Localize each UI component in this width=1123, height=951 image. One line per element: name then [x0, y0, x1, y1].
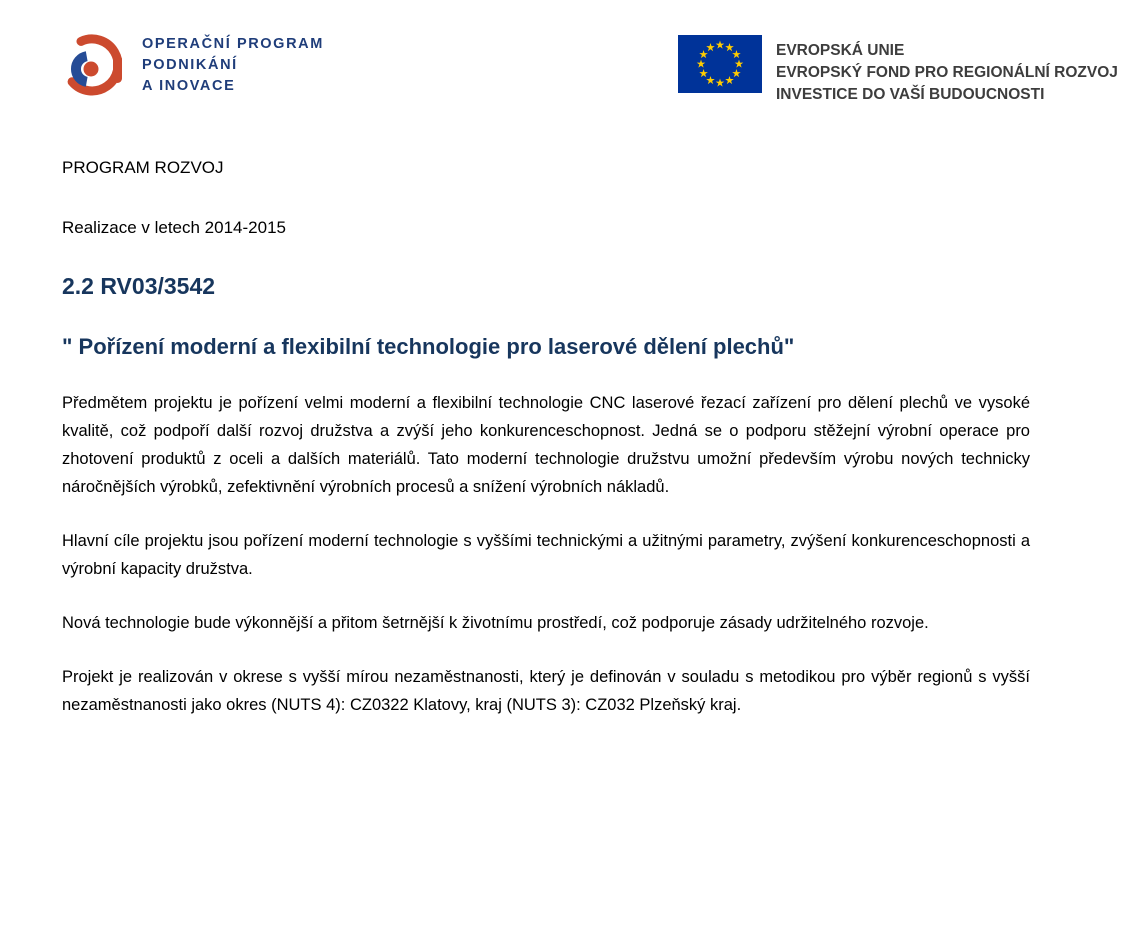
eu-text-line-3: INVESTICE DO VAŠÍ BUDOUCNOSTI: [776, 86, 1045, 103]
oppi-logo-line-1: OPERAČNÍ PROGRAM: [142, 35, 324, 52]
document-content: [62, 157, 1030, 745]
oppi-logo-line-3: A INOVACE: [142, 77, 236, 94]
eu-flag-icon: [678, 35, 762, 93]
oppi-logo-icon: [58, 28, 122, 102]
oppi-logo-text: [142, 34, 324, 97]
paragraph-region: Projekt je realizován v okrese s vyšší mírou nezaměstnanosti, který je definován v souladu s metodikou pro výběr regionů s vyšší nezaměstnanosti jako okres (NUTS 4): CZ0322 Klatovy, kraj (NUTS 3): CZ032 Plzeňský kraj.: [62, 668, 1030, 714]
project-number-heading: 2.2 RV03/3542: [62, 273, 216, 299]
oppi-logo-line-2: PODNIKÁNÍ: [142, 56, 238, 73]
project-title-heading: " Pořízení moderní a flexibilní technologie pro laserové dělení plechů": [62, 334, 795, 359]
program-name-line: PROGRAM ROZVOJ: [62, 158, 224, 177]
eu-funding-text: [776, 35, 1118, 106]
eu-text-line-2: EVROPSKÝ FOND PRO REGIONÁLNÍ ROZVOJ: [776, 64, 1118, 81]
paragraph-main-goals: Hlavní cíle projektu jsou pořízení moderní technologie s vyššími technickými a užitnými parametry, zvýšení konkurenceschopnosti a výrobní kapacity družstva.: [62, 532, 1030, 578]
paragraph-environment: Nová technologie bude výkonnější a přitom šetrnější k životnímu prostředí, což podporuje zásady udržitelného rozvoje.: [62, 614, 929, 632]
eu-funding-block: [678, 35, 1118, 106]
oppi-logo: [58, 28, 324, 102]
realization-period-line: Realizace v letech 2014-2015: [62, 218, 286, 237]
eu-text-line-1: EVROPSKÁ UNIE: [776, 42, 905, 59]
paragraph-project-subject: Předmětem projektu je pořízení velmi moderní a flexibilní technologie CNC laserové řezací zařízení pro dělení plechů ve vysoké kvalitě, což podpoří další rozvoj družstva a zvýší jeho konkurenceschopnost. Jedná se o podporu stěžejní výrobní operace pro zhotovení produktů z oceli a dalších materiálů. Tato moderní technologie družstvu umožní především výrobu nových technicky náročnějších výrobků, zefektivnění výrobních procesů a snížení výrobních nákladů.: [62, 394, 1030, 496]
